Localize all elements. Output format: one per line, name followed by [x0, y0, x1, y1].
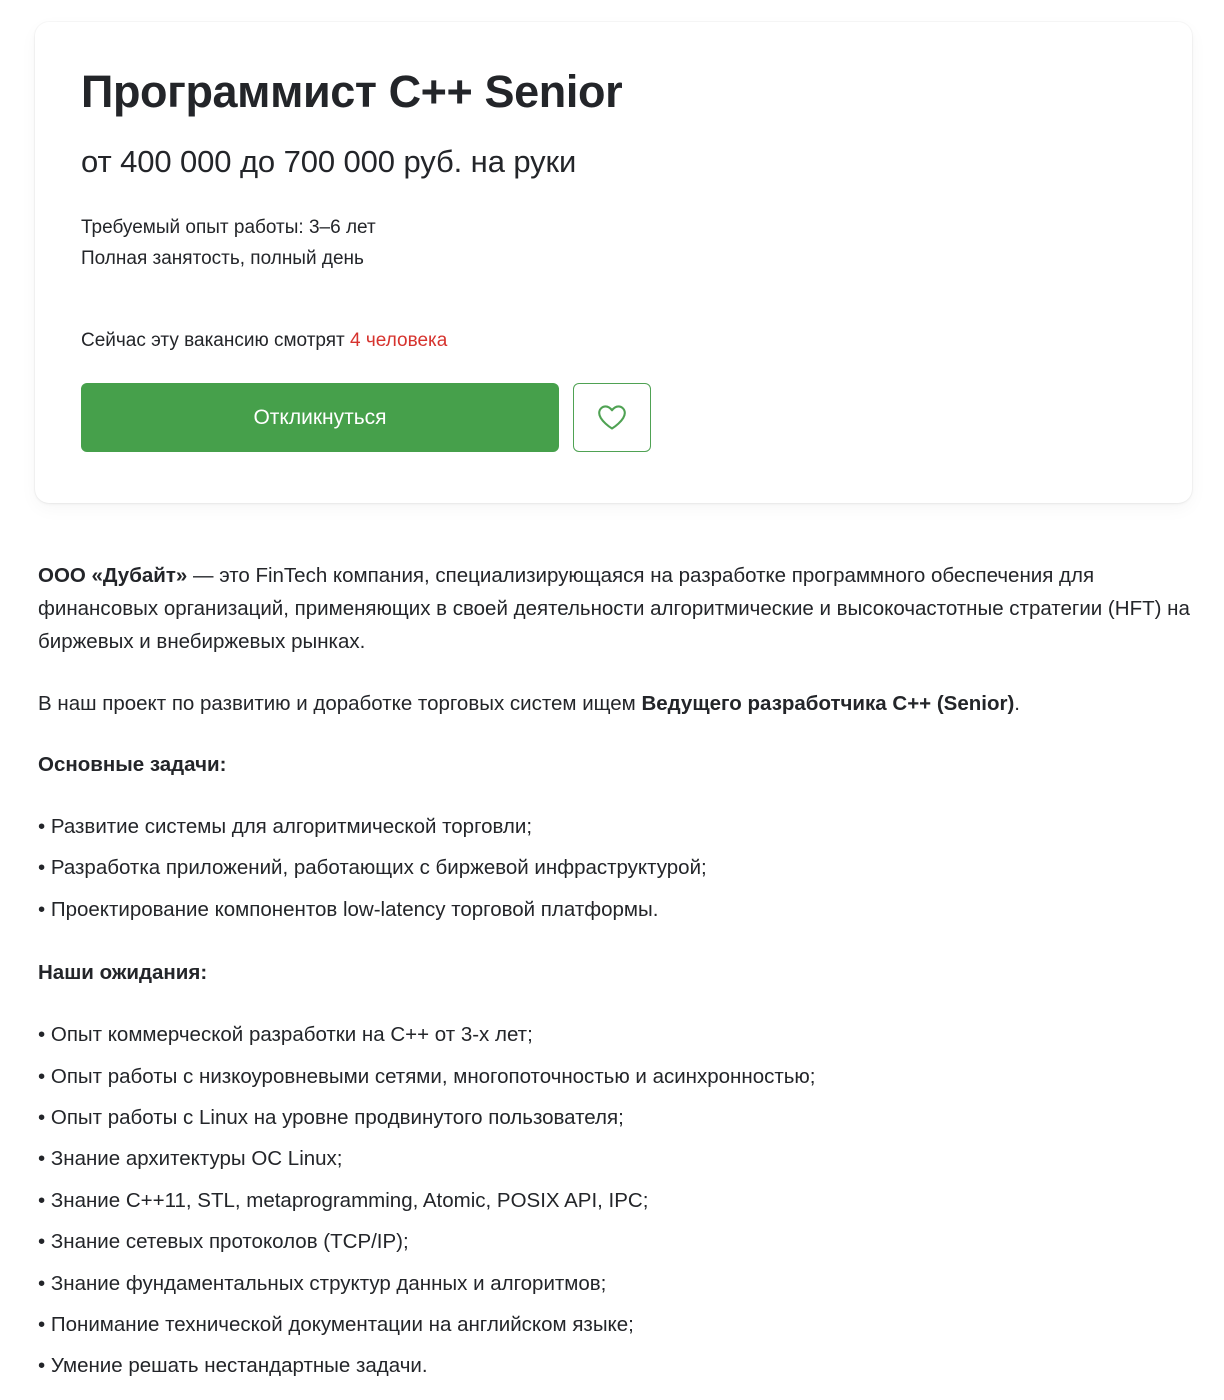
list-item: • Знание C++11, STL, metaprogramming, Atomic, POSIX API, IPC;: [38, 1188, 649, 1212]
expectations-heading: Наши ожидания:: [38, 961, 208, 985]
current-viewers: [81, 327, 1144, 356]
list-item: • Развитие системы для алгоритмической торговли;: [38, 815, 533, 839]
company-intro-paragraph: [38, 559, 1192, 659]
list-item: • Понимание технической документации на английском языке;: [38, 1312, 634, 1336]
list-item: • Опыт коммерческой разработки на C++ от 3-х лет;: [38, 1023, 533, 1047]
tasks-list: [38, 811, 1192, 926]
project-role: Ведущего разработчика C++ (Senior): [641, 691, 1015, 715]
project-paragraph: [38, 687, 1192, 720]
list-item: • Опыт работы с Linux на уровне продвинутого пользователя;: [38, 1106, 624, 1130]
current-viewers-prefix: Сейчас эту вакансию смотрят: [81, 329, 351, 351]
current-viewers-count: 4 человека: [350, 329, 448, 351]
list-item: • Знание фундаментальных структур данных и алгоритмов;: [38, 1271, 607, 1295]
list-item: • Разработка приложений, работающих с биржевой инфраструктурой;: [38, 856, 707, 880]
heart-icon: [597, 404, 627, 431]
vacancy-summary-card: [35, 22, 1192, 503]
vacancy-meta: [81, 212, 1144, 275]
company-intro-text: — это FinTech компания, специализирующаяся на разработке программного обеспечения для финансовых организаций, применяющих в своей деятельности алгоритмические и высокочастотные стратегии (HFT) на биржевых и внебиржевых рынках.: [38, 564, 1190, 654]
page-title: Программист C++ Senior: [81, 66, 623, 117]
list-item: • Проектирование компонентов low-latency торговой платформы.: [38, 897, 659, 921]
project-text-suffix: .: [1014, 691, 1020, 715]
list-item: • Опыт работы с низкоуровневыми сетями, многопоточностью и асинхронностью;: [38, 1064, 816, 1088]
project-text-prefix: В наш проект по развитию и доработке торговых систем ищем: [38, 691, 642, 715]
vacancy-actions: [81, 383, 1144, 452]
favorite-button[interactable]: [573, 383, 651, 452]
employment-type: Полная занятость, полный день: [81, 248, 364, 270]
list-item: • Умение решать нестандартные задачи.: [38, 1354, 428, 1378]
expectations-list: [38, 1019, 1192, 1382]
salary-range: от 400 000 до 700 000 руб. на руки: [81, 143, 577, 179]
list-item: • Знание сетевых протоколов (TCP/IP);: [38, 1230, 409, 1254]
list-item: • Знание архитектуры ОС Linux;: [38, 1147, 343, 1171]
vacancy-page: [0, 22, 1224, 1383]
apply-button[interactable]: Откликнуться: [81, 383, 559, 452]
vacancy-description: [38, 559, 1192, 1383]
tasks-heading: Основные задачи:: [38, 752, 227, 776]
experience-requirement: Требуемый опыт работы: 3–6 лет: [81, 216, 376, 238]
company-name: ООО «Дубайт»: [38, 564, 188, 587]
